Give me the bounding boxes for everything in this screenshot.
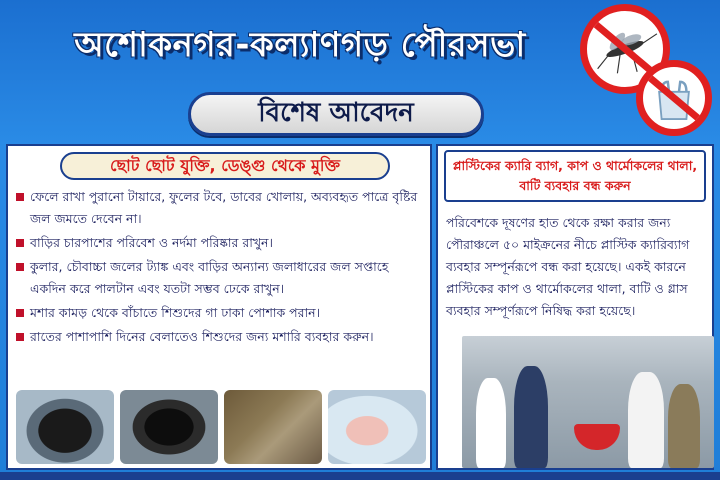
drain-cleaning-photo: [224, 390, 322, 464]
volunteer-figure: [476, 378, 506, 468]
volunteer-figure: [668, 384, 700, 468]
bottom-strip: [0, 472, 720, 480]
bullet-icon: [16, 263, 24, 271]
dengue-tips-panel: [6, 144, 432, 470]
bullet-icon: [16, 239, 24, 247]
no-plastic-bag-icon: [636, 60, 712, 136]
cleanup-drive-photo: [462, 336, 714, 468]
baby-mosquito-net-photo: [328, 390, 426, 464]
volunteer-figure: [628, 372, 664, 468]
bullet-icon: [16, 333, 24, 341]
red-bucket: [574, 424, 620, 450]
photo-strip: [16, 390, 426, 464]
old-tyre-photo: [120, 390, 218, 464]
volunteer-figure: [514, 366, 548, 468]
bullet-icon: [16, 309, 24, 317]
plastic-ban-panel: [436, 144, 714, 470]
bullet-icon: [16, 193, 24, 201]
list-item: ফেলে রাখা পুরানো টায়ারে, ফুলের টবে, ডাবের খোলায়, অব্যবহৃত পাত্রে বৃষ্টির জল জমতে দেবেন না।: [16, 186, 426, 230]
subtitle-pill: বিশেষ আবেদন: [188, 92, 484, 136]
list-item: রাতের পাশাপাশি দিনের বেলাতেও শিশুদের জন্য মশারি ব্যবহার করুন।: [16, 326, 426, 348]
plastic-ban-text: পরিবেশকে দূষণের হাত থেকে রক্ষা করার জন্য পৌরাঞ্চলে ৫০ মাইক্রনের নীচে প্লাস্টিক ক্যারিব্যাগ ব্যবহার সম্পূর্নরূপে বন্ধ করা হয়েছে। একই কারনে প্লাস্টিকের কাপ ও থার্মোকলের থালা, বাটি ও গ্লাস ব্যবহার সম্পূর্ণরূপে নিষিদ্ধ করা হয়েছে।: [446, 215, 690, 318]
tips-list: [16, 186, 426, 350]
plastic-ban-heading: প্লাস্টিকের ক্যারি ব্যাগ, কাপ ও থার্মোকলের থালা, বাটি ব্যবহার বন্ধ করুন: [444, 150, 706, 202]
list-item: বাড়ির চারপাশের পরিবেশ ও নর্দমা পরিষ্কার রাখুন।: [16, 232, 426, 254]
page-title: অশোকনগর-কল্যাণগড় পৌরসভা: [74, 24, 526, 65]
list-item: কুলার, চৌবাচ্চা জলের ট্যাঙ্ক এবং বাড়ির অন্যান্য জলাধারের জল সপ্তাহে একদিন করে পালটান এবং যতটা সম্ভব ঢেকে রাখুন।: [16, 256, 426, 300]
list-item: মশার কামড় থেকে বাঁচাতে শিশুদের গা ঢাকা পোশাক পরান।: [16, 302, 426, 324]
water-container-photo: [16, 390, 114, 464]
dengue-heading: ছোট ছোট যুক্তি, ডেঙ্গু থেকে মুক্তি: [60, 152, 390, 180]
